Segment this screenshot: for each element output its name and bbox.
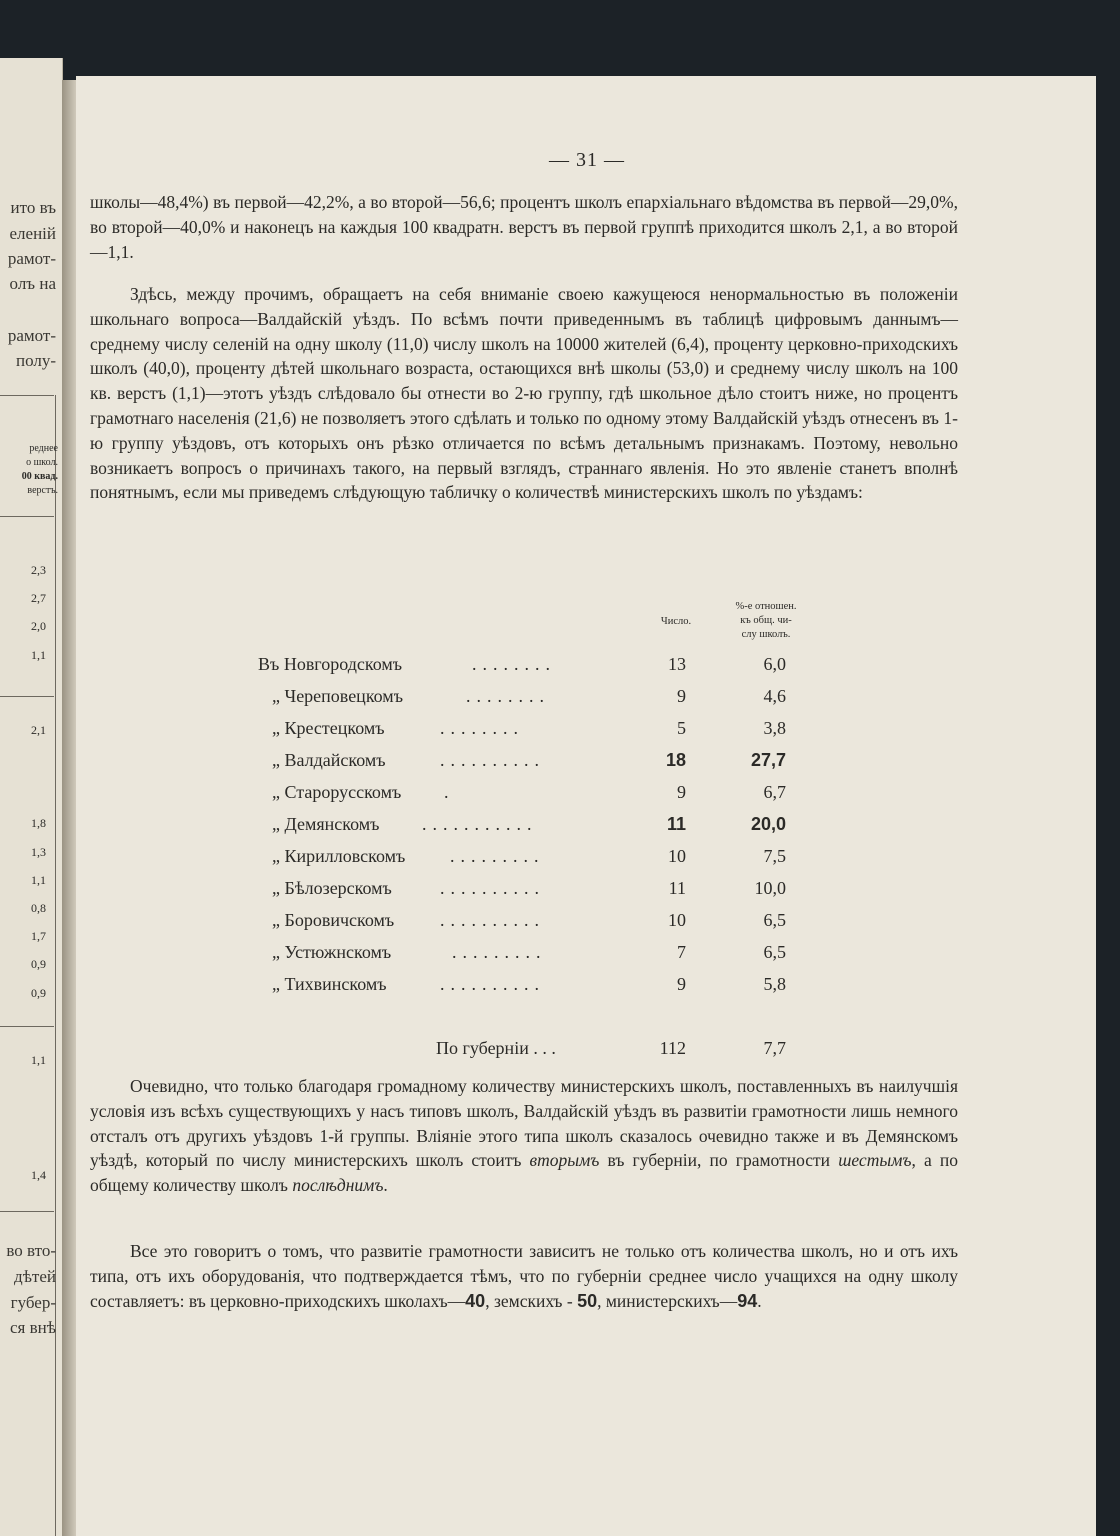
paragraph-2-text: Здѣсь, между прочимъ, обращаетъ на себя вниманіе своею кажущеюся ненормальностью въ положеніи школьнаго вопроса—Валдайскій уѣздъ. По всѣмъ почти приведеннымъ въ таблицѣ цифровымъ даннымъ—среднему числу селеній на одну школу (11,0) числу школъ на 10000 жителей (6,4), проценту церковно-приходскихъ школъ (40,0), проценту дѣтей школьнаго возраста, остающихся внѣ школы (53,0) и среднему числу школъ на 100 кв. верстъ (1,1)—этотъ уѣздъ слѣдовало бы отнести во 2-ю группу, гдѣ школьное дѣло стоитъ ниже, но процентъ грамотнаго населенія (21,6) не позволяетъ этого сдѣлать и только по одному этому Валдайскій уѣздъ отнесенъ въ 1-ю группу уѣздовъ, отъ которыхъ онъ рѣзко отличается по всѣмъ детальнымъ признакамъ. Поэтому, невольно возникаетъ вопросъ о причинахъ такого, на первый взглядъ, страннаго явленія. Но это явленіе станетъ вполнѣ понятнымъ, если мы приведемъ слѣдующую табличку о количествѣ министерскихъ школъ по уѣздамъ: — [90, 284, 958, 503]
left-text-fragment: полу- — [15, 351, 56, 370]
district-name: „ Бѣлозерскомъ — [272, 878, 392, 898]
left-text-fragment: губер- — [10, 1293, 56, 1312]
school-percent: 7,5 — [763, 846, 786, 866]
bold-number: 50 — [577, 1290, 598, 1311]
left-table-header: о школ. — [26, 457, 58, 468]
left-value: 1,4 — [31, 1168, 46, 1182]
table-total-row — [76, 1038, 1096, 1068]
left-value: 0,9 — [31, 957, 46, 971]
school-count: 5 — [677, 718, 686, 738]
total-count: 112 — [659, 1038, 686, 1058]
leader-dots: ......... — [452, 942, 547, 962]
left-value: 0,9 — [31, 986, 46, 1000]
left-table-rule — [0, 395, 54, 396]
left-text-fragment: рамот- — [7, 249, 56, 268]
paragraph-3-text: . — [383, 1175, 388, 1196]
column-header-line: %-е отношен. — [735, 601, 797, 612]
school-percent: 5,8 — [763, 974, 786, 994]
school-percent: 27,7 — [750, 750, 786, 770]
left-value: 2,1 — [31, 723, 46, 737]
table-row — [76, 718, 1096, 748]
left-value: 1,7 — [31, 929, 46, 943]
leader-dots: . — [444, 782, 455, 802]
district-name: „ Валдайскомъ — [272, 750, 386, 770]
total-percent: 7,7 — [763, 1038, 786, 1058]
left-text-fragment: во вто- — [6, 1241, 56, 1260]
school-percent: 6,5 — [763, 942, 786, 962]
left-table-header: верстъ. — [27, 485, 58, 496]
left-value: 1,3 — [31, 845, 46, 859]
left-table-rule — [0, 1211, 54, 1212]
leader-dots: ........... — [422, 814, 538, 834]
school-count: 10 — [668, 846, 686, 866]
leader-dots: .......... — [440, 750, 545, 770]
paragraph-4-text: , земскихъ - — [485, 1290, 578, 1311]
left-table-rule — [0, 1026, 54, 1027]
column-header-percent — [716, 600, 816, 642]
table-row — [76, 878, 1096, 908]
school-count: 9 — [677, 686, 686, 706]
leader-dots: ......... — [450, 846, 545, 866]
table-row — [76, 782, 1096, 812]
paragraph-4-text: Все это говоритъ о томъ, что развитіе грамотности зависитъ не только отъ количества школъ, но и отъ ихъ типа, отъ ихъ оборудованія, что подтверждается тѣмъ, что по губерніи среднее число учащихся на одну школу составляетъ: въ церковно-приходскихъ школахъ— — [90, 1241, 958, 1311]
school-count: 11 — [666, 814, 686, 834]
adjacent-page-fragment — [0, 58, 63, 1536]
total-label: По губерніи . . . — [436, 1038, 556, 1058]
leader-dots: .......... — [440, 910, 545, 930]
paragraph-3-text: въ губерніи, по грамотности — [599, 1150, 839, 1171]
left-value: 2,0 — [31, 619, 46, 633]
left-text-fragment: рамот- — [7, 326, 56, 345]
column-header-line: слу школъ. — [741, 629, 791, 640]
table-row — [76, 750, 1096, 780]
school-percent: 6,7 — [763, 782, 786, 802]
left-text-fragment: олъ на — [9, 274, 56, 293]
district-name: „ Череповецкомъ — [272, 686, 404, 706]
table-row — [76, 846, 1096, 876]
leader-dots: ........ — [440, 718, 524, 738]
left-text-fragment: еленій — [9, 224, 56, 243]
district-name: „ Боровичскомъ — [272, 910, 395, 930]
school-count: 9 — [677, 782, 686, 802]
district-name: „ Крестецкомъ — [272, 718, 385, 738]
leader-dots: .......... — [440, 974, 545, 994]
left-text-fragment: дѣтей — [14, 1267, 56, 1286]
page-number: — 31 — — [549, 149, 625, 171]
school-percent: 4,6 — [763, 686, 786, 706]
left-value: 0,8 — [31, 901, 46, 915]
left-table-rule — [0, 516, 54, 517]
page — [76, 76, 1096, 1536]
left-value: 1,1 — [31, 873, 46, 887]
left-table-header: 00 квад. — [21, 471, 58, 482]
school-percent: 10,0 — [754, 878, 786, 898]
district-name: „ Тихвинскомъ — [272, 974, 387, 994]
left-value: 1,8 — [31, 816, 46, 830]
paragraph-4-text: , министерскихъ— — [597, 1290, 738, 1311]
leader-dots: .......... — [440, 878, 545, 898]
table-row — [76, 686, 1096, 716]
bold-number: 94 — [737, 1290, 758, 1311]
left-value: 1,1 — [31, 648, 46, 662]
table-row — [76, 910, 1096, 940]
school-count: 10 — [668, 910, 686, 930]
paragraph-4 — [90, 1239, 958, 1313]
left-value: 2,3 — [31, 563, 46, 577]
district-name: Въ Новгородскомъ — [258, 654, 403, 674]
bold-number: 40 — [465, 1290, 486, 1311]
emphasis: вторымъ — [529, 1150, 600, 1171]
left-value: 2,7 — [31, 591, 46, 605]
paragraph-3 — [90, 1074, 958, 1198]
paragraph-3-text: Очевидно, что только благодаря громадному количеству министерскихъ школъ, поставленныхъ въ наилучшія условія изъ всѣхъ существующихъ у насъ типовъ школъ, Валдайскій уѣздъ въ развитіи грамотности лишь немного отсталъ отъ другихъ уѣздовъ 1-й группы. Вліяніе этого типа школъ сказалось очевидно также и въ Демянскомъ уѣздѣ, который по числу министерскихъ школъ стоитъ — [90, 1076, 958, 1171]
left-value: 1,1 — [31, 1053, 46, 1067]
school-percent: 3,8 — [763, 718, 786, 738]
school-count: 18 — [665, 750, 686, 770]
district-name: „ Кирилловскомъ — [272, 846, 406, 866]
school-count: 9 — [677, 974, 686, 994]
column-header-line: къ общ. чи- — [740, 615, 792, 626]
column-header-count: Число. — [660, 616, 692, 627]
paragraph-1-text: школы—48,4%) въ первой—42,2%, а во второй—56,6; процентъ школъ епархіальнаго вѣдомства въ первой—29,0%, во второй—40,0% и наконецъ на каждыя 100 квадратн. верстъ въ первой группѣ приходится школъ 2,1, а во второй—1,1. — [90, 192, 958, 262]
ministerial-schools-table — [76, 76, 1096, 1176]
table-row — [76, 814, 1096, 844]
school-count: 11 — [668, 878, 686, 898]
district-name: „ Старорусскомъ — [272, 782, 402, 802]
left-text-fragment: ито въ — [10, 198, 56, 217]
emphasis: шестымъ — [838, 1150, 912, 1171]
emphasis: послѣднимъ — [292, 1175, 384, 1196]
school-count: 13 — [668, 654, 686, 674]
school-count: 7 — [677, 942, 686, 962]
district-name: „ Демянскомъ — [272, 814, 380, 834]
table-row — [76, 654, 1096, 684]
school-percent: 6,0 — [763, 654, 786, 674]
left-table-header: реднее — [29, 443, 58, 454]
table-row — [76, 942, 1096, 972]
paragraph-4-text: . — [757, 1290, 762, 1311]
leader-dots: ........ — [466, 686, 550, 706]
district-name: „ Устюжнскомъ — [272, 942, 392, 962]
left-text-fragment: ся внѣ — [10, 1318, 56, 1337]
leader-dots: ........ — [472, 654, 556, 674]
left-table-rule — [0, 696, 54, 697]
school-percent: 20,0 — [750, 814, 786, 834]
paragraph-3-text: , а по общему количеству школъ — [90, 1150, 958, 1196]
table-row — [76, 974, 1096, 1004]
school-percent: 6,5 — [763, 910, 786, 930]
left-table-rule — [55, 395, 56, 1536]
